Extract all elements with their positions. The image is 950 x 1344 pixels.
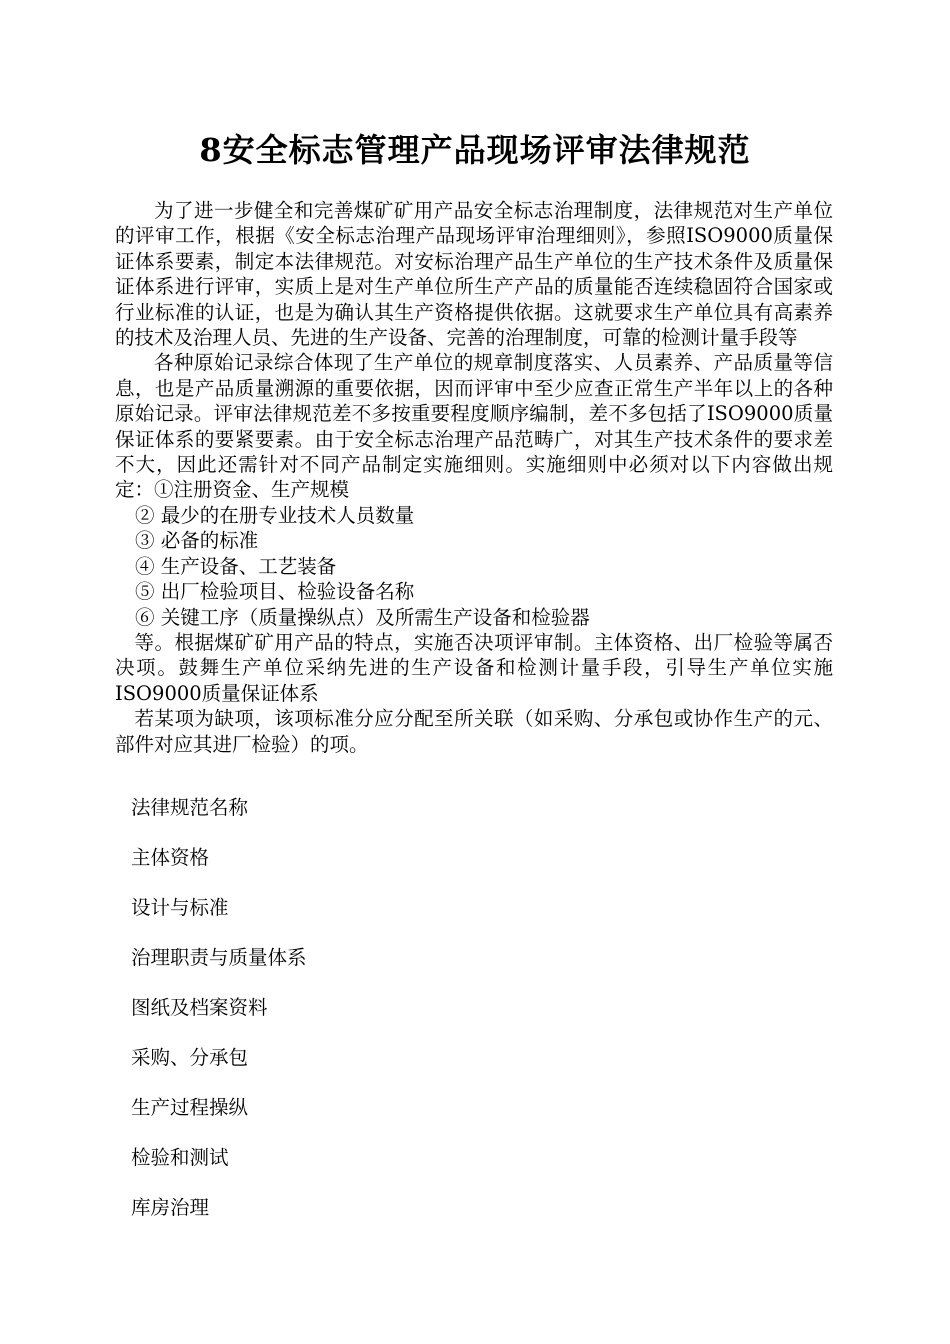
section-list-item: 检验和测试: [131, 1146, 229, 1169]
paragraph-intro: 为了进一步健全和完善煤矿矿用产品安全标志治理制度，法律规范对生产单位的评审工作，根据《安全标志治理产品现场评审治理细则》，参照ISO9000质量保证体系要素，制定本法律规范。对安标治理产品生产单位的生产技术条件及质量保证体系进行评审，实质上是对生产单位所生产产品的质量能否连续稳固符合国家或行业标准的认证，也是为确认其生产资格提供依据。这就要求生产单位具有高素养的技术及治理人员、先进的生产设备、完善的治理制度，可靠的检测计量手段等: [115, 199, 833, 350]
list-item: ③ 必备的标准: [135, 529, 259, 553]
paragraph-missing-item: 若某项为缺项，该项标准分应分配至所关联（如采购、分承包或协作生产的元、部件对应其进厂检验）的项。: [115, 707, 833, 756]
list-item: ② 最少的在册专业技术人员数量: [135, 503, 415, 527]
section-list-item: 库房治理: [131, 1196, 210, 1219]
list-item: ④ 生产设备、工艺装备: [135, 554, 337, 578]
section-list-item: 主体资格: [131, 846, 210, 869]
section-list-item: 治理职责与质量体系: [131, 946, 307, 969]
document-title: 8安全标志管理产品现场评审法律规范: [199, 131, 751, 169]
section-list: [131, 795, 831, 1245]
document-body: [115, 198, 833, 757]
section-list-item: 生产过程操纵: [131, 1096, 249, 1119]
section-list-item: 法律规范名称: [131, 796, 249, 819]
section-list-item: 采购、分承包: [131, 1046, 249, 1069]
section-list-item: 设计与标准: [131, 896, 229, 919]
paragraph-records: 各种原始记录综合体现了生产单位的规章制度落实、人员素养、产品质量等信息，也是产品质量溯源的重要依据，因而评审中至少应查正常生产半年以上的各种原始记录。评审法律规范差不多按重要程度顺序编制，差不多包括了ISO9000质量保证体系的要紧要素。由于安全标志治理产品范畴广，对其生产技术条件的要求差不大，因此还需针对不同产品制定实施细则。实施细则中必须对以下内容做出规定：①注册资金、生产规模: [115, 351, 833, 502]
list-item: ⑥ 关键工序（质量操纵点）及所需生产设备和检验器: [135, 605, 590, 629]
list-item: ⑤ 出厂检验项目、检验设备名称: [135, 580, 415, 604]
paragraph-veto: 等。根据煤矿矿用产品的特点，实施否决项评审制。主体资格、出厂检验等属否决项。鼓舞生产单位采纳先进的生产设备和检测计量手段，引导生产单位实施ISO9000质量保证体系: [115, 630, 833, 705]
section-list-item: 图纸及档案资料: [131, 996, 268, 1019]
